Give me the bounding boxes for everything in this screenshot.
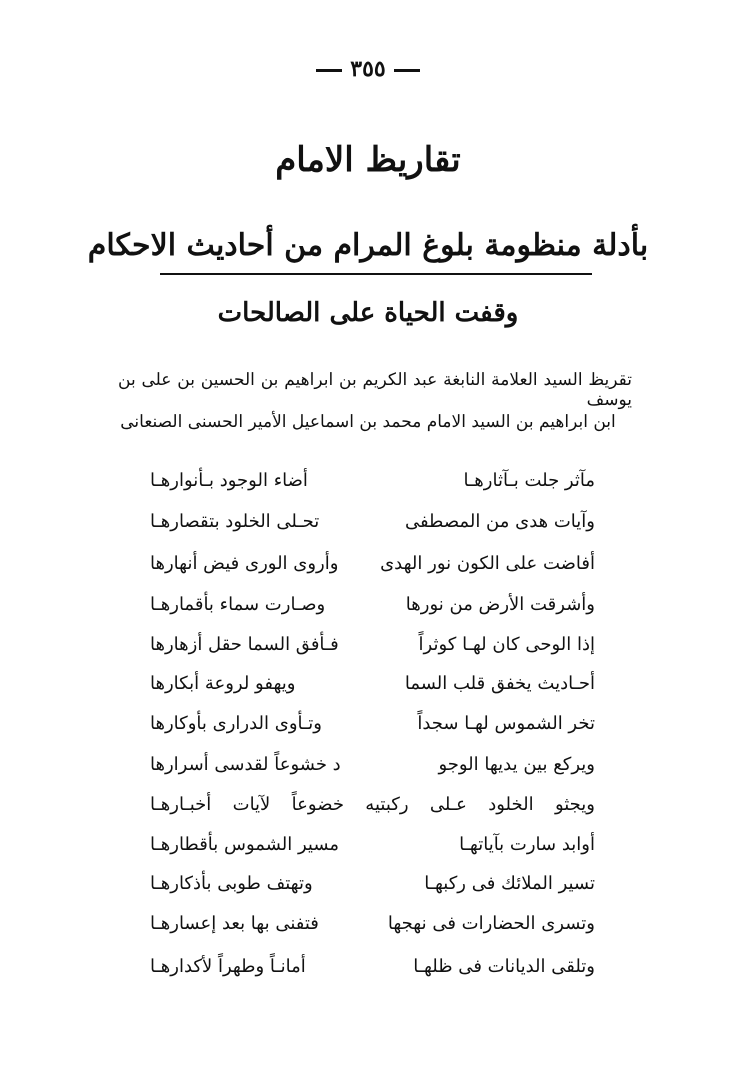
verse-second-hemistich: د خشوعاً لقدسى أسرارها [150,754,341,775]
verse-line [150,673,595,703]
verse-second-hemistich: مسير الشموس بأقطارهـا [150,834,340,855]
verse-first-hemistich: أحـاديث يخفق قلب السما [404,673,595,694]
verse-line [150,834,595,864]
page-subtitle: بأدلة منظومة بلوغ المرام من أحاديث الاحكام [87,228,649,263]
verse-line [150,873,595,903]
verse-first-hemistich: ويركع بين يديها الوجو [438,754,595,775]
page-number-dash-left [316,69,342,72]
verse-line [150,754,595,784]
page-number [0,56,736,82]
verse-line [150,511,595,541]
intro-line-2: ابن ابراهيم بن السيد الامام محمد بن اسماعيل الأمير الحسنى الصنعانى [120,412,616,432]
verse-line [150,713,595,743]
verse-line [150,956,595,986]
verse-first-hemistich: أوابد سارت بآياتهـا [459,834,595,855]
page-subtitle-2: وقفت الحياة على الصالحات [217,298,519,328]
verse-second-hemistich: أمانـاً وطهراً لأكدارهـا [150,956,306,977]
verse-second-hemistich: تحـلى الخلود بتقصارهـا [150,511,320,532]
subtitle-underline [160,273,592,275]
verse-first-hemistich: مآثر جلت بـآثارهـا [463,470,595,491]
page-title: تقاريظ الامام [275,140,461,180]
verse-second-hemistich: أضاء الوجود بـأنوارهـا [150,470,308,491]
verse-second-hemistich: فـأفق السما حقل أزهارها [150,634,339,655]
verse-line [150,634,595,664]
verse-first-hemistich: وتسرى الحضارات فى نهجها [387,913,595,934]
verse-line [150,594,595,624]
verse-second-hemistich: فتفنى بها بعد إعسارهـا [150,913,319,934]
intro-line-1: تقريظ السيد العلامة النابغة عبد الكريم بن ابراهيم بن الحسين بن على بن يوسف [118,370,632,410]
verse-line [150,794,595,824]
verse-second-hemistich: وتهتف طوبى بأذكارهـا [150,873,313,894]
page-number-dash-right [394,69,420,72]
verse-line [150,553,595,583]
verse-first-hemistich: إذا الوحى كان لهـا كوثراً [418,634,595,655]
verse-first-hemistich: وآيات هدى من المصطفى [404,511,595,532]
verse-line [150,470,595,500]
verse-line [150,913,595,943]
verse-first-hemistich: أفاضت على الكون نور الهدى [380,553,595,574]
verse-second-hemistich: وصـارت سماء بأقمارهـا [150,594,326,615]
verse-second-hemistich: وتـأوى الدرارى بأوكارها [150,713,323,734]
verse-full-line: ويجثو الخلود عـلى ركبتيه خضوعاً لآيات أخبـارهـا [150,794,595,815]
page-number-text: ٣٥٥ [350,56,386,82]
verse-second-hemistich: ويهفو لروعة أبكارها [150,673,296,694]
verse-first-hemistich: تسير الملائك فى ركبهـا [424,873,595,894]
verse-first-hemistich: تخر الشموس لهـا سجداً [417,713,595,734]
verse-first-hemistich: وتلقى الديانات فى ظلهـا [413,956,595,977]
verse-first-hemistich: وأشرقت الأرض من نورها [405,594,595,615]
verse-second-hemistich: وأروى الورى فيض أنهارها [150,553,339,574]
